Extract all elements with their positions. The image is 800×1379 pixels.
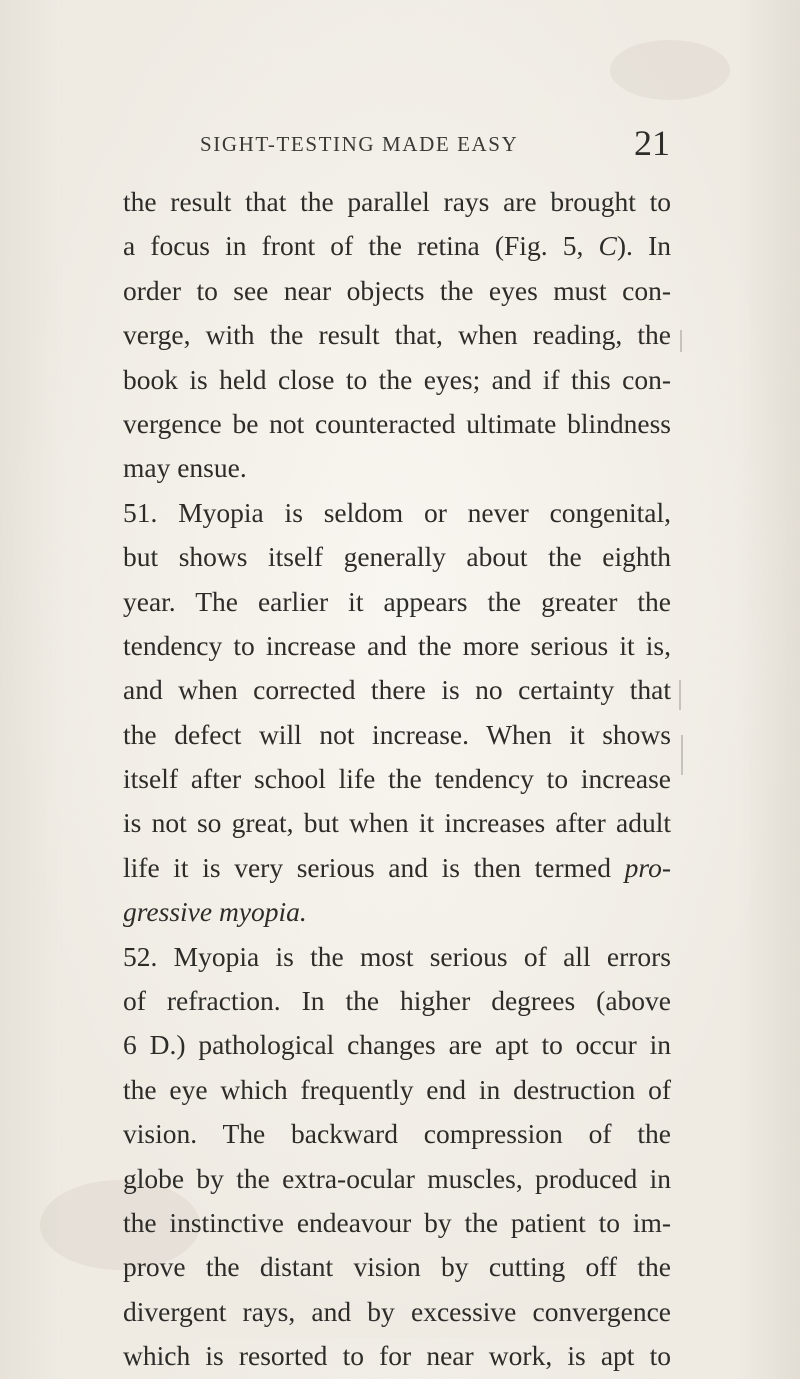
text-line: book is held close to the eyes; and if this con- [123, 363, 671, 395]
text-line: globe by the extra-ocular muscles, produced in [123, 1162, 671, 1194]
page-number: 21 [634, 123, 670, 163]
text-line: the defect will not increase. When it shows [123, 718, 671, 750]
margin-mark [681, 735, 683, 775]
text-span: life it is very serious and is then termed [123, 851, 625, 883]
body-text [123, 180, 671, 1379]
text-line: is not so great, but when it increases after adult [123, 807, 671, 839]
text-line: itself after school life the tendency to increase [123, 763, 671, 795]
text-line: the instinctive endeavour by the patient to im- [123, 1206, 671, 1238]
text-line: 6 D.) pathological changes are apt to occur in [123, 1029, 671, 1061]
text-line: may ensue. [123, 452, 247, 484]
text-line: the result that the parallel rays are brought to [123, 186, 671, 217]
text-line: vision. The backward compression of the [123, 1118, 671, 1150]
italic-text: gressive myopia. [123, 896, 307, 928]
text-line: the eye which frequently end in destruction of [123, 1073, 671, 1105]
text-line: verge, with the result that, when reading, the [123, 319, 671, 351]
text-line: order to see near objects the eyes must con- [123, 274, 671, 306]
paragraph-start: 51. Myopia is seldom or never congenital, [123, 496, 671, 528]
text-line: divergent rays, and by excessive convergence [123, 1295, 671, 1327]
text-span: ). In [616, 230, 671, 262]
text-span: a focus in front of the retina (Fig. 5, [123, 230, 599, 262]
margin-mark [680, 330, 682, 352]
text-line: tendency to increase and the more serious it is, [123, 629, 671, 661]
running-head [200, 123, 670, 163]
text-line: prove the distant vision by cutting off the [123, 1251, 671, 1283]
text-line: but shows itself generally about the eighth [123, 541, 671, 573]
text-line: year. The earlier it appears the greater the [123, 585, 671, 617]
margin-mark [679, 680, 681, 710]
text-line: vergence be not counteracted ultimate blindness [123, 407, 671, 439]
text-line: of refraction. In the higher degrees (above [123, 985, 671, 1017]
italic-text: C [598, 230, 617, 262]
running-title: SIGHT-TESTING MADE EASY [200, 132, 519, 156]
paper-stain [610, 40, 730, 100]
text-line: which is resorted to for near work, is apt to [123, 1340, 671, 1372]
text-line: and when corrected there is no certainty that [123, 674, 671, 706]
text-line [123, 846, 671, 890]
text-line [123, 224, 671, 268]
paragraph-start: 52. Myopia is the most serious of all errors [123, 940, 671, 972]
italic-text: pro- [624, 851, 671, 883]
